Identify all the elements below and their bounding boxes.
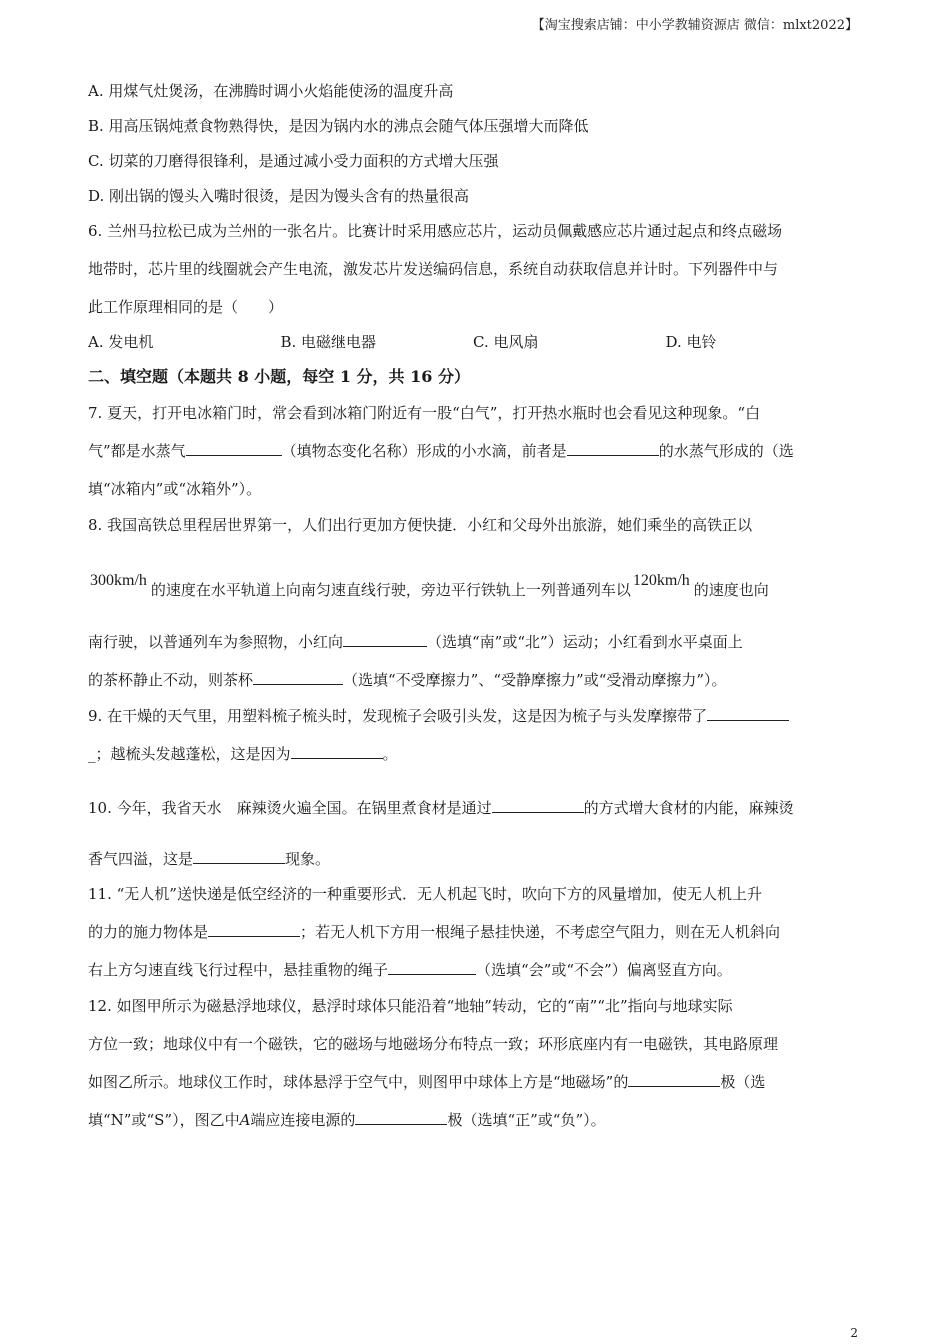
q7-text-a: 气”都是水蒸气 [88,442,186,460]
q6-option-c: C. 电风扇 [473,333,539,351]
q12-text-e: 极（选填“正”或“负”）。 [447,1111,606,1129]
q7-line-3: 填“冰箱内”或“冰箱外”）。 [88,480,262,498]
q11-text-b: ；若无人机下方用一根绳子悬挂快递，不考虑空气阻力，则在无人机斜向 [300,923,781,941]
q10-line-1 [88,798,858,818]
q6-option-b: B. 电磁继电器 [280,333,377,351]
q11-line-3 [88,960,858,980]
q7-text-c: 的水蒸气形成的（选 [658,442,794,460]
q6-line-1: 6. 兰州马拉松已成为兰州的一张名片。比赛计时采用感应芯片，运动员佩戴感应芯片通过起点和终点磁场 [88,222,783,240]
q11-text-c: 右上方匀速直线飞行过程中，悬挂重物的绳子 [88,961,389,979]
q12-line-4 [88,1110,858,1130]
q12-text-d: 端应连接电源的 [250,1111,356,1129]
q10-text-a: 10. 今年，我省天水 麻辣烫火遍全国。在锅里煮食材是通过 [88,799,492,817]
q12-blank-1[interactable] [628,1072,720,1087]
q7-line-1: 7. 夏天，打开电冰箱门时，常会看到冰箱门附近有一股“白气”，打开热水瓶时也会看见这种现象。“白 [88,404,761,422]
q8-text-e: 的茶杯静止不动，则茶杯 [88,671,254,689]
q5-option-c: C. 切菜的刀磨得很锋利，是通过减小受力面积的方式增大压强 [88,152,499,170]
q9-line-2 [88,744,858,764]
q5-option-a: A. 用煤气灶煲汤，在沸腾时调小火焰能使汤的温度升高 [88,82,454,100]
q5-option-b: B. 用高压锅炖煮食物熟得快，是因为锅内水的沸点会随气体压强增大而降低 [88,117,589,135]
q8-blank-1[interactable] [343,632,427,647]
q12-text-c: 填“N”或“S”），图乙中 [88,1111,240,1129]
q9-text-a: 9. 在干燥的天气里，用塑料梳子梳头时，发现梳子会吸引头发，这是因为梳子与头发摩擦带了 [88,707,708,725]
q8-text-a: 的速度在水平轨道上向南匀速直线行驶，旁边平行铁轨上一列普通列车以 [150,581,631,599]
q8-text-b: 的速度也向 [693,581,769,599]
q8-speed-1: 300km/h [90,572,147,589]
q12-line-2: 方位一致；地球仪中有一个磁铁，它的磁场与地磁场分布特点一致；环形底座内有一电磁铁，其电路原理 [88,1035,779,1053]
q8-text-f: （选填“不受摩擦力”、“受静摩擦力”或“受滑动摩擦力”）。 [343,671,727,689]
q11-text-d: （选填“会”或“不会”）偏离竖直方向。 [476,961,732,979]
q10-text-b: 的方式增大食材的内能，麻辣烫 [583,799,794,817]
q9-line-1 [88,706,858,726]
q8-line-4 [88,670,858,690]
q10-blank-2[interactable] [193,849,285,864]
q5-option-d: D. 刚出锅的馒头入嘴时很烫，是因为馒头含有的热量很高 [88,187,470,205]
q10-blank-1[interactable] [492,798,584,813]
q7-blank-1[interactable] [186,441,282,456]
q8-blank-2[interactable] [253,670,343,685]
page-content [88,78,858,1130]
q12-line-3 [88,1072,858,1092]
q11-line-1: 11. “无人机”送快递是低空经济的一种重要形式．无人机起飞时，吹向下方的风量增加，使无人机上升 [88,885,762,903]
page-number: 2 [850,1326,858,1340]
q6-line-2: 地带时，芯片里的线圈就会产生电流，激发芯片发送编码信息，系统自动获取信息并计时。下列器件中与 [88,260,779,278]
q10-line-2 [88,849,858,869]
q7-blank-2[interactable] [567,441,659,456]
q7-line-2 [88,441,858,461]
q6-options [88,332,858,352]
q8-line-2 [88,572,858,601]
q9-blank-1[interactable] [707,706,789,721]
q9-text-c: 。 [382,745,398,763]
q6-line-3: 此工作原理相同的是（ ） [88,298,284,316]
section-heading: 二、填空题（本题共 8 小题，每空 1 分，共 16 分） [88,367,470,386]
q6-option-d: D. 电铃 [665,333,717,351]
q11-line-2 [88,922,858,942]
q12-line-1: 12. 如图甲所示为磁悬浮地球仪，悬浮时球体只能沿着“地轴”转动，它的“南”“北”指向与地球实际 [88,997,733,1015]
header-watermark: 【淘宝搜索店铺：中小学教辅资源店 微信：mlxt2022】 [531,18,858,33]
q12-text-a: 如图乙所示。地球仪工作时，球体悬浮于空气中，则图甲中球体上方是“地磁场”的 [88,1073,629,1091]
q8-speed-2: 120km/h [632,572,690,589]
q11-blank-1[interactable] [208,922,300,937]
q12-blank-2[interactable] [355,1110,447,1125]
q10-text-d: 现象。 [285,850,331,868]
q8-line-3 [88,632,858,652]
q9-blank-2[interactable] [291,744,383,759]
q7-text-b: （填物态变化名称）形成的小水滴，前者是 [281,442,567,460]
q6-option-a: A. 发电机 [88,333,154,351]
q12-terminal-a: A [239,1111,251,1129]
q10-text-c: 香气四溢，这是 [88,850,194,868]
q8-line-1: 8. 我国高铁总里程居世界第一，人们出行更加方便快捷．小红和父母外出旅游，她们乘坐的高铁正以 [88,516,753,534]
q12-text-b: 极（选 [720,1073,766,1091]
q9-text-b: _；越梳头发越蓬松，这是因为 [88,745,291,763]
q11-text-a: 的力的施力物体是 [88,923,209,941]
q11-blank-2[interactable] [388,960,476,975]
q8-text-c: 南行驶，以普通列车为参照物，小红向 [88,633,344,651]
q8-text-d: （选填“南”或“北”）运动；小红看到水平桌面上 [427,633,743,651]
